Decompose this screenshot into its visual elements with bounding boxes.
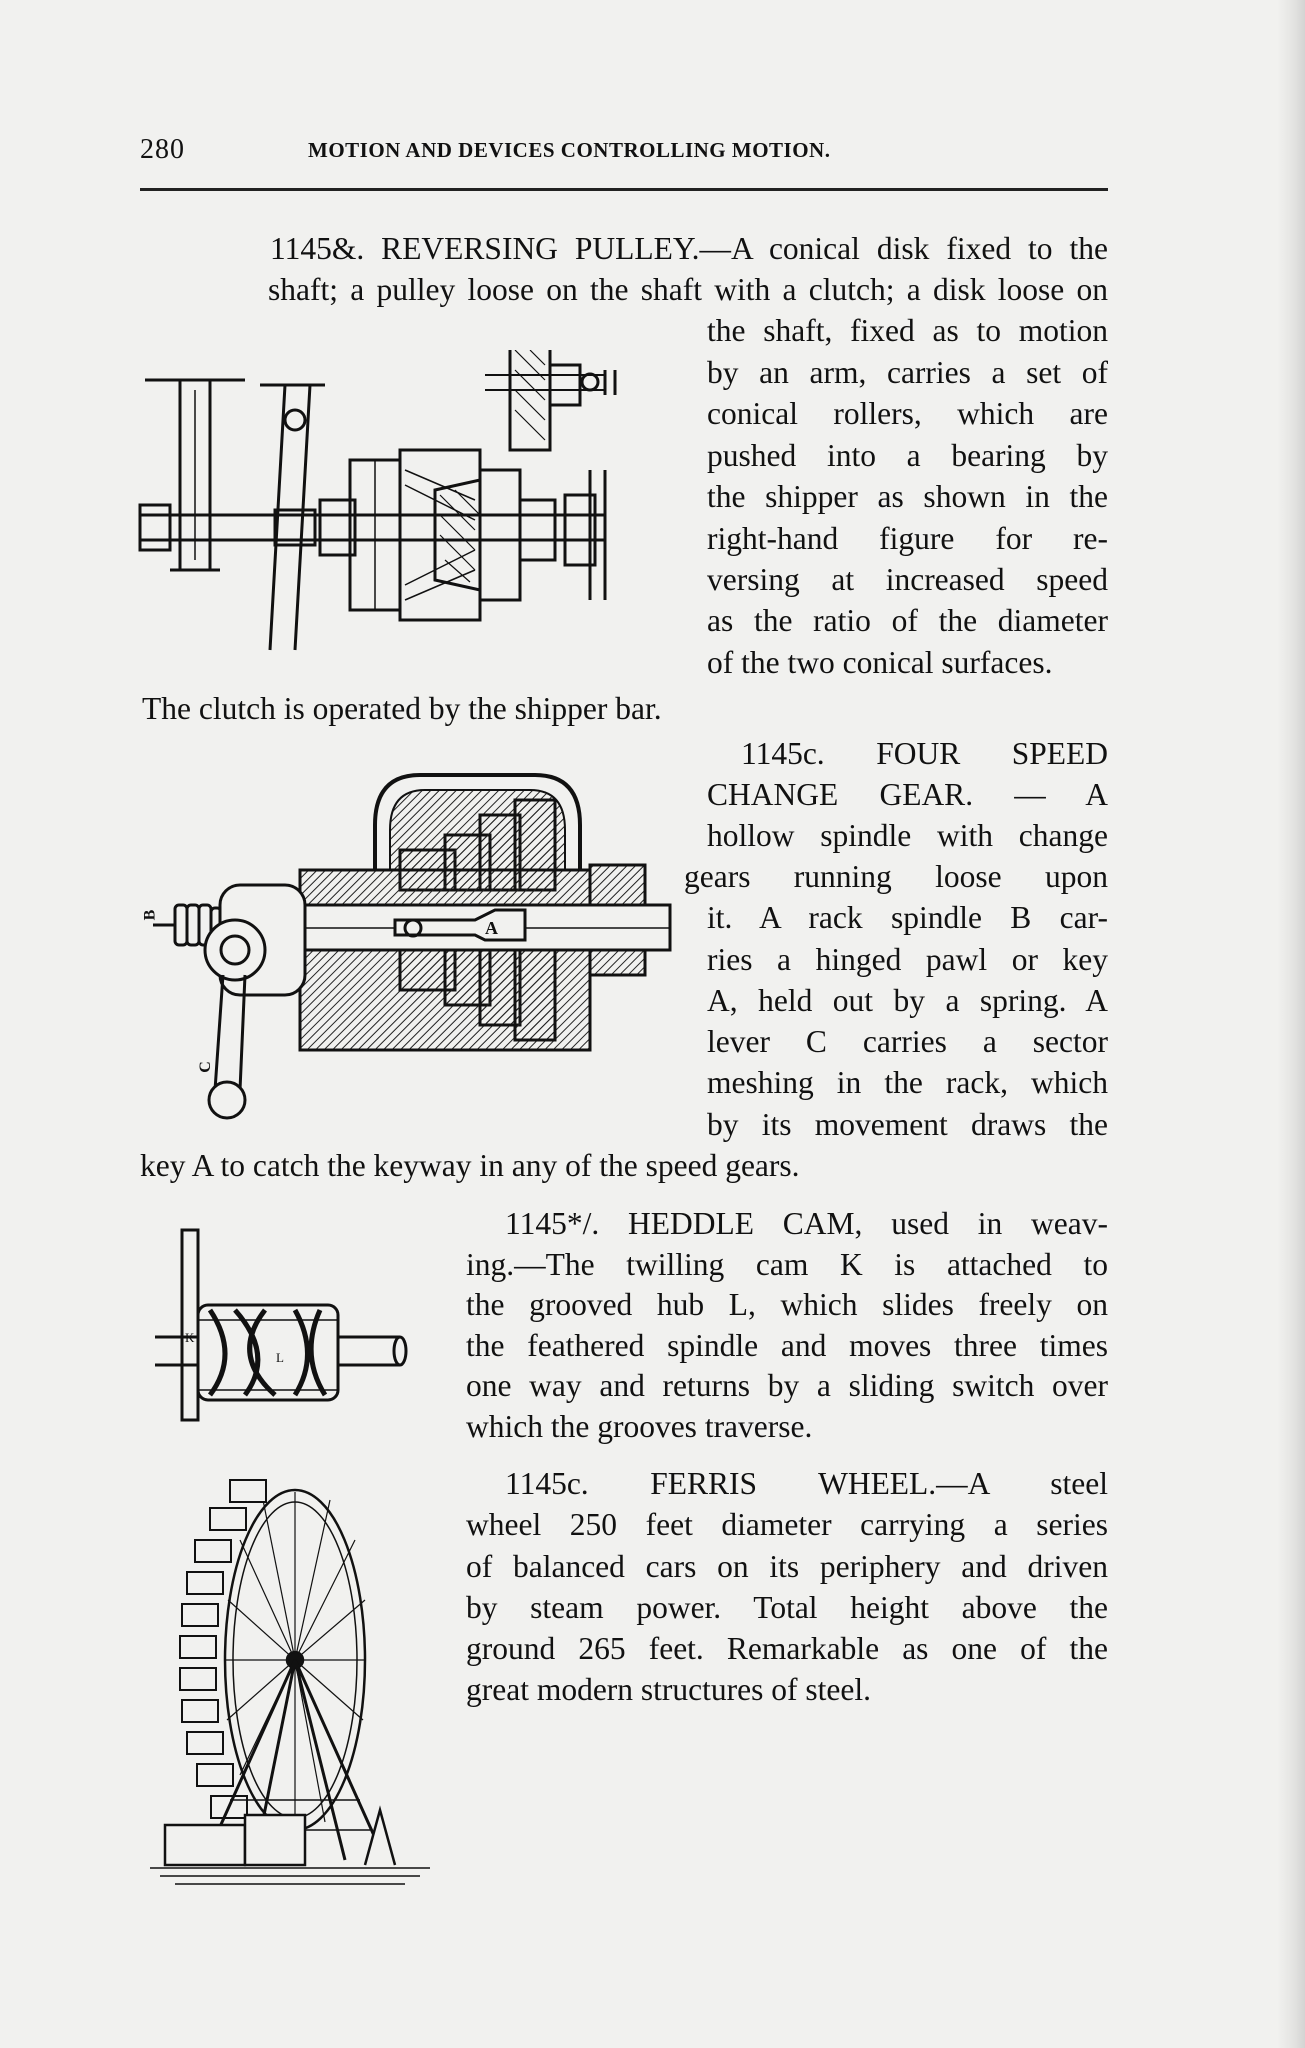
ferris-wheel-line-5: ground 265 feet. Remarkable as one of the bbox=[466, 1631, 1108, 1666]
four-speed-line-5: it. A rack spindle B car- bbox=[707, 900, 1108, 935]
four-speed-line-2: CHANGE GEAR. — A bbox=[707, 777, 1108, 812]
four-speed-line-6: ries a hinged pawl or key bbox=[707, 942, 1108, 977]
ferris-wheel-line-2: wheel 250 feet diameter carrying a series bbox=[466, 1507, 1108, 1542]
ferris-wheel-line-6: great modern structures of steel. bbox=[466, 1672, 871, 1707]
heddle-cam-line-2: ing.—The twilling cam K is attached to bbox=[466, 1247, 1108, 1282]
running-head: MOTION AND DEVICES CONTROLLING MOTION. bbox=[308, 138, 831, 162]
reversing-pulley-figure bbox=[135, 350, 640, 660]
heddle-cam-line-3: the grooved hub L, which slides freely on bbox=[466, 1287, 1108, 1322]
four-speed-line-8: lever C carries a sector bbox=[707, 1024, 1108, 1059]
four-speed-line-7: A, held out by a spring. A bbox=[707, 983, 1108, 1018]
page-edge-shadow bbox=[1277, 0, 1305, 2048]
reversing-pulley-line-1: 1145&. REVERSING PULLEY.—A conical disk fixed to the bbox=[270, 231, 1108, 266]
ferris-wheel-figure bbox=[145, 1470, 435, 1890]
four-speed-line-3: hollow spindle with change bbox=[707, 818, 1108, 853]
reversing-pulley-line-7: the shipper as shown in the bbox=[707, 479, 1108, 514]
heddle-cam-line-4: the feathered spindle and moves three times bbox=[466, 1328, 1108, 1363]
reversing-pulley-line-2: shaft; a pulley loose on the shaft with a clutch; a disk loose on bbox=[268, 272, 1108, 307]
reversing-pulley-line-12: The clutch is operated by the shipper bar. bbox=[142, 691, 662, 726]
four-speed-gear-figure bbox=[145, 770, 675, 1130]
reversing-pulley-line-9: versing at increased speed bbox=[707, 562, 1108, 597]
four-speed-line-1: 1145c. FOUR SPEED bbox=[741, 736, 1108, 771]
heddle-cam-line-6: which the grooves traverse. bbox=[466, 1409, 813, 1444]
reversing-pulley-line-3: the shaft, fixed as to motion bbox=[707, 313, 1108, 348]
reversing-pulley-line-5: conical rollers, which are bbox=[707, 396, 1108, 431]
ferris-wheel-line-4: by steam power. Total height above the bbox=[466, 1590, 1108, 1625]
reversing-pulley-line-4: by an arm, carries a set of bbox=[707, 355, 1108, 390]
reversing-pulley-line-10: as the ratio of the diameter bbox=[707, 603, 1108, 638]
heddle-cam-label-l: L bbox=[276, 1350, 284, 1365]
four-speed-line-11: key A to catch the keyway in any of the speed gears. bbox=[140, 1148, 800, 1183]
header-rule bbox=[140, 188, 1108, 191]
heddle-cam-line-5: one way and returns by a sliding switch over bbox=[466, 1368, 1108, 1403]
page-number: 280 bbox=[140, 134, 185, 165]
four-speed-label-c: C bbox=[196, 1061, 214, 1073]
heddle-cam-figure bbox=[150, 1225, 410, 1425]
four-speed-label-b: B bbox=[141, 909, 159, 921]
heddle-cam-line-1: 1145*/. HEDDLE CAM, used in weav- bbox=[505, 1206, 1108, 1241]
four-speed-line-9: meshing in the rack, which bbox=[707, 1065, 1108, 1100]
reversing-pulley-line-8: right-hand figure for re- bbox=[707, 521, 1108, 556]
four-speed-label-a: A bbox=[485, 918, 498, 938]
ferris-wheel-line-3: of balanced cars on its periphery and driven bbox=[466, 1549, 1108, 1584]
heddle-cam-label-k: K bbox=[185, 1330, 195, 1345]
four-speed-line-4: gears running loose upon bbox=[684, 859, 1108, 894]
ferris-wheel-line-1: 1145c. FERRIS WHEEL.—A steel bbox=[505, 1466, 1108, 1501]
reversing-pulley-line-11: of the two conical surfaces. bbox=[707, 645, 1053, 680]
reversing-pulley-line-6: pushed into a bearing by bbox=[707, 438, 1108, 473]
four-speed-line-10: by its movement draws the bbox=[707, 1107, 1108, 1142]
